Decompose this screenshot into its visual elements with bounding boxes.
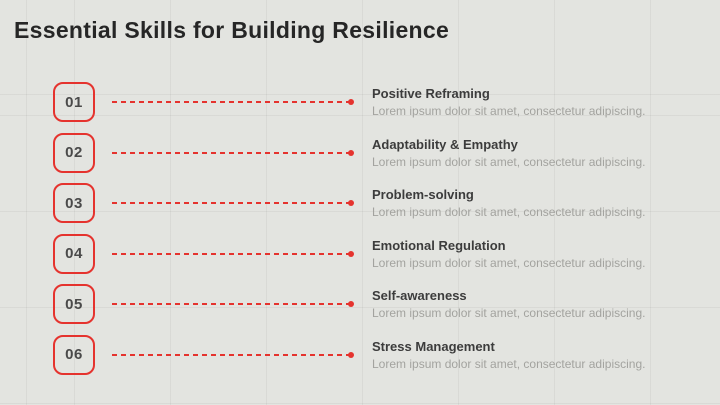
skill-text: [372, 339, 645, 371]
skill-description: Lorem ipsum dolor sit amet, consectetur adipiscing.: [372, 154, 646, 169]
skill-number-badge: [53, 133, 95, 173]
connector-end-dot: [348, 200, 354, 206]
connector-end-dot: [348, 99, 354, 105]
skill-description: Lorem ipsum dolor sit amet, consectetur adipiscing.: [372, 356, 646, 371]
dashed-connector: [112, 152, 350, 154]
skill-text: [372, 187, 645, 219]
dashed-connector: [112, 303, 350, 305]
skill-title: Stress Management: [372, 338, 495, 354]
skill-row: [53, 133, 720, 173]
skill-row: [53, 183, 720, 223]
skill-text: [372, 137, 645, 169]
skill-description: Lorem ipsum dolor sit amet, consectetur adipiscing.: [372, 255, 646, 270]
connector-end-dot: [348, 251, 354, 257]
skill-number-badge: [53, 234, 95, 274]
skill-number-badge: [53, 82, 95, 122]
skill-title: Emotional Regulation: [372, 237, 506, 253]
skill-text: [372, 288, 645, 320]
skill-description: Lorem ipsum dolor sit amet, consectetur adipiscing.: [372, 306, 646, 320]
skill-number-badge: [53, 183, 95, 223]
skill-description: Lorem ipsum dolor sit amet, consectetur adipiscing.: [372, 205, 646, 219]
skill-text: [372, 86, 645, 118]
skill-row: [53, 82, 720, 122]
skill-row: [53, 335, 720, 375]
skill-title: Self-awareness: [372, 288, 467, 303]
skill-number-badge: [53, 335, 95, 375]
dashed-connector: [112, 101, 350, 103]
connector-end-dot: [348, 301, 354, 307]
skills-list: [53, 82, 720, 385]
skill-title: Adaptability & Empathy: [372, 136, 518, 152]
skill-number: 06: [65, 346, 83, 363]
skill-number: 03: [65, 194, 83, 212]
skill-number-badge: [53, 284, 95, 324]
dashed-connector: [112, 202, 350, 204]
dashed-connector: [112, 354, 350, 356]
skill-text: [372, 238, 645, 270]
skill-row: [53, 284, 720, 324]
skill-title: Positive Reframing: [372, 86, 490, 101]
connector-end-dot: [348, 150, 354, 156]
skill-title: Problem-solving: [372, 187, 474, 202]
dashed-connector: [112, 253, 350, 255]
skill-number: 04: [65, 245, 83, 262]
skill-number: 02: [65, 144, 83, 161]
skill-number: 05: [65, 295, 83, 313]
skill-row: [53, 234, 720, 274]
page-title: Essential Skills for Building Resilience: [14, 17, 450, 43]
skill-description: Lorem ipsum dolor sit amet, consectetur adipiscing.: [372, 104, 646, 118]
connector-end-dot: [348, 352, 354, 358]
skill-number: 01: [65, 93, 83, 111]
